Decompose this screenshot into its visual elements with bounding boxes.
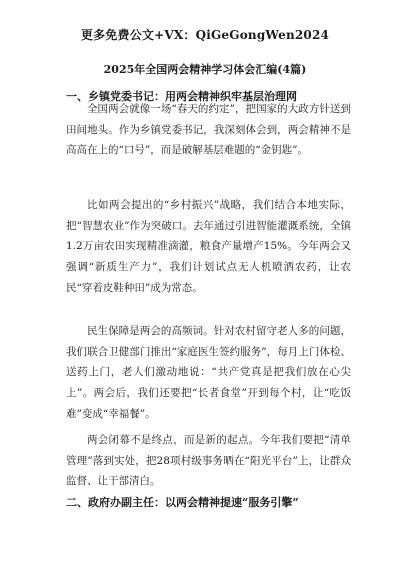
paragraph: 比如两会提出的“乡村振兴”战略，我们结合本地实际，把“智慧农业”作为突破口。去年通过引进智能灌溉系统，全镇1.2万亩农田实现精准滴灌，粮食产量增产15%。今年两会又强调“新质生产力”，我们计划试点无人机喷洒农药，让农民“穿着皮鞋种田”成为常态。 [66, 199, 351, 294]
promo-banner: 更多免费公文+VX：QiGeGongWen2024 [80, 28, 330, 42]
paragraph: 全国两会就像一场“春天的约定”，把国家的大政方针送到田间地头。作为乡镇党委书记，我深刻体会到，两会精神不是高高在上的“口号”，而是破解基层难题的“金钥匙”。 [66, 103, 351, 157]
paragraph: 两会闭幕不是终点，而是新的起点。今年我们要把“清单管理”落到实处，把28项村级事务晒在“阳光平台”上，让群众监督、让干部清白。 [66, 434, 351, 488]
section-heading-1: 一、乡镇党委书记：用两会精神织牢基层治理网 [66, 90, 297, 103]
document-title: 2025年全国两会精神学习体会汇编(4篇) [103, 63, 307, 76]
paragraph: 民生保障是两会的高频词。针对农村留守老人多的问题，我们联合卫健部门推出“家庭医生签约服务”，每月上门体检、送药上门，老人们激动地说：“共产党真是把我们放在心尖上”。两会后，我们还要把“长者食堂”开到每个村，让“吃饭难”变成“幸福餐”。 [66, 325, 351, 420]
section-heading-2: 二、政府办副主任：以两会精神提速“服务引擎” [66, 496, 299, 509]
